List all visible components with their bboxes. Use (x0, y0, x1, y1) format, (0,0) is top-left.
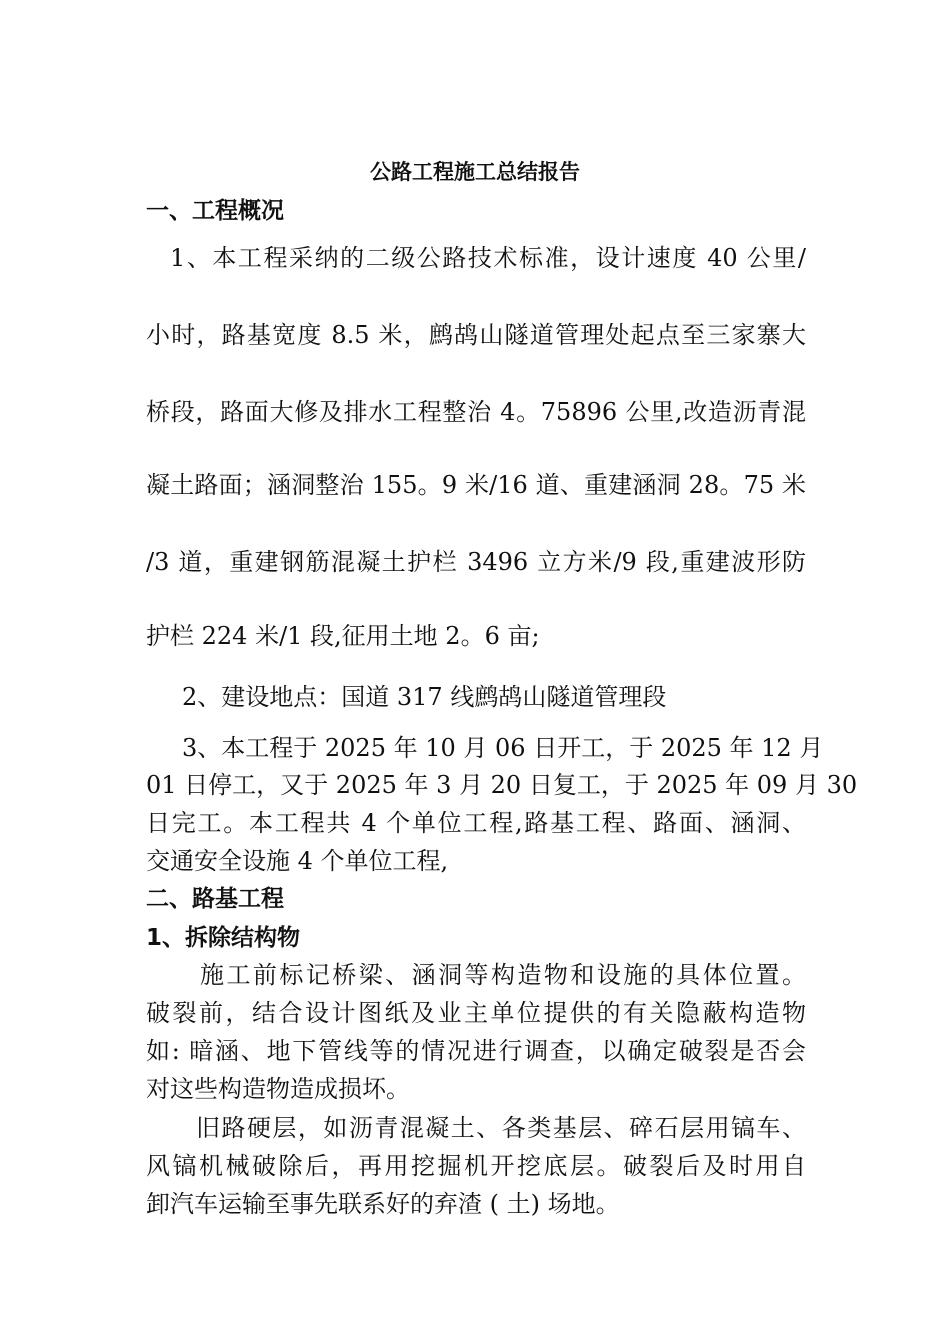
document-title: 公路工程施工总结报告 (370, 160, 580, 184)
paragraph-line: 小时，路基宽度 8.5 米，鹧鸪山隧道管理处起点至三家寨大 (146, 321, 806, 349)
construction-location: 2、建设地点：国道 317 线鹧鸪山隧道管理段 (182, 683, 667, 711)
paragraph-line: 如: 暗涵、地下管线等的情况进行调查，以确定破裂是否会 (146, 1037, 806, 1065)
paragraph-line: 凝土路面；涵洞整治 155。9 米/16 道、重建涵洞 28。75 米 (146, 471, 806, 499)
section-heading-overview: 一、工程概况 (146, 198, 284, 224)
paragraph-line: 施工前标记桥梁、涵洞等构造物和设施的具体位置。 (200, 961, 806, 989)
paragraph-line: 1、本工程采纳的二级公路技术标准，设计速度 40 公里/ (170, 244, 806, 272)
paragraph-line: 风镐机械破除后，再用挖掘机开挖底层。破裂后及时用自 (146, 1152, 806, 1180)
paragraph-line: 对这些构造物造成损坏。 (146, 1075, 410, 1103)
paragraph-line: 日完工。本工程共 4 个单位工程,路基工程、路面、涵洞、 (146, 809, 806, 837)
paragraph-line: 破裂前，结合设计图纸及业主单位提供的有关隐蔽构造物 (146, 999, 806, 1027)
paragraph-line: 旧路硬层，如沥青混凝土、各类基层、碎石层用镐车、 (196, 1114, 806, 1142)
paragraph-line: 卸汽车运输至事先联系好的弃渣 ( 土) 场地。 (146, 1190, 620, 1218)
subsection-heading-demolition: 1、拆除结构物 (146, 925, 301, 951)
paragraph-line: 桥段，路面大修及排水工程整治 4。75896 公里,改造沥青混 (146, 398, 806, 426)
paragraph-line: /3 道，重建钢筋混凝土护栏 3496 立方米/9 段,重建波形防 (146, 548, 806, 576)
paragraph-line: 交通安全设施 4 个单位工程, (146, 847, 449, 875)
paragraph-line: 护栏 224 米/1 段,征用土地 2。6 亩; (146, 622, 540, 650)
section-heading-subgrade: 二、路基工程 (146, 886, 284, 912)
paragraph-line: 01 日停工，又于 2025 年 3 月 20 日复工，于 2025 年 09 月 30 (146, 771, 858, 799)
paragraph-line: 3、本工程于 2025 年 10 月 06 日开工，于 2025 年 12 月 (182, 734, 824, 762)
